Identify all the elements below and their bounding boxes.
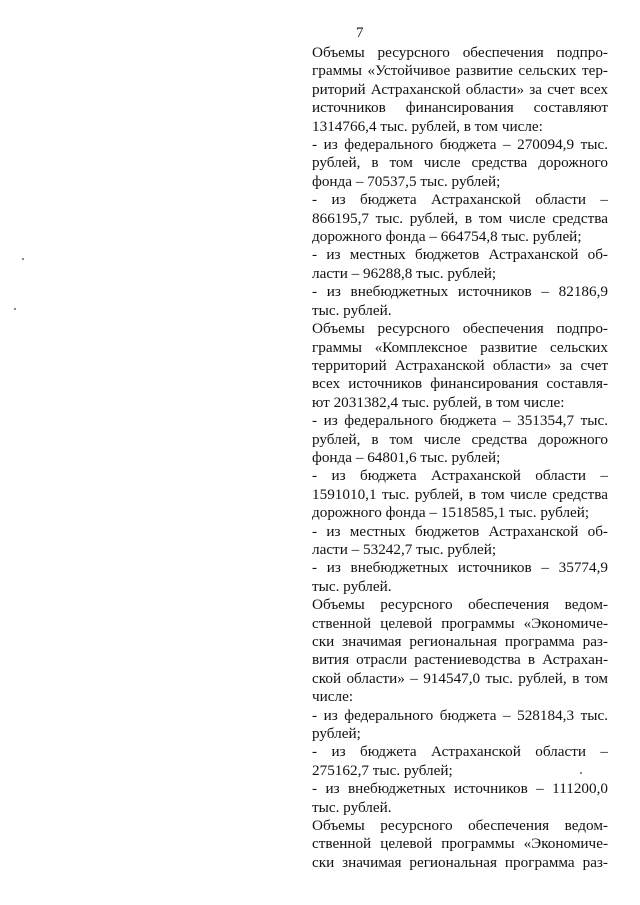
text-line: - из федерального бюджета – 528184,3 тыс. (312, 706, 608, 724)
text-line: 866195,7 тыс. рублей, в том числе средства (312, 209, 608, 227)
text-line: территорий Астраханской области» за счет (312, 356, 608, 374)
text-line: Объемы ресурсного обеспечения подпро- (312, 320, 608, 338)
text-line: - из внебюджетных источников – 111200,0 (312, 780, 608, 798)
text-line: источников финансирования составляют (312, 99, 608, 117)
text-line: - из местных бюджетов Астраханской об- (312, 246, 608, 264)
text-line: - из федерального бюджета – 351354,7 тыс. (312, 412, 608, 430)
text-line: ственной целевой программы «Экономиче- (312, 835, 608, 853)
text-line: - из бюджета Астраханской области – (312, 467, 608, 485)
text-line: - из бюджета Астраханской области – (312, 743, 608, 761)
text-line: - из федерального бюджета – 270094,9 тыс. (312, 136, 608, 154)
text-line: 275162,7 тыс. рублей; (312, 761, 453, 779)
text-line: граммы «Устойчивое развитие сельских тер- (312, 62, 608, 80)
text-line: ют 2031382,4 тыс. рублей, в том числе: (312, 393, 565, 411)
text-line: тыс. рублей. (312, 798, 392, 816)
text-line: дорожного фонда – 664754,8 тыс. рублей; (312, 228, 582, 246)
text-line: фонда – 70537,5 тыс. рублей; (312, 172, 501, 190)
scan-speck (22, 258, 24, 260)
text-line: - из бюджета Астраханской области – (312, 191, 608, 209)
text-line: - из местных бюджетов Астраханской об- (312, 522, 608, 540)
text-line: 1314766,4 тыс. рублей, в том числе: (312, 117, 543, 135)
text-line: - из внебюджетных источников – 82186,9 (312, 283, 608, 301)
text-line: Объемы ресурсного обеспечения подпро- (312, 44, 608, 61)
text-line: фонда – 64801,6 тыс. рублей; (312, 448, 501, 466)
text-line: дорожного фонда – 1518585,1 тыс. рублей; (312, 504, 590, 522)
scan-speck (580, 772, 582, 774)
text-line: граммы «Комплексное развитие сельских (312, 338, 608, 356)
scan-speck (14, 308, 16, 310)
text-line: вития отрасли растениеводства в Астрахан- (312, 651, 608, 669)
text-line: рублей, в том числе средства дорожного (312, 154, 608, 172)
text-line: 1591010,1 тыс. рублей, в том числе средства (312, 485, 608, 503)
text-line: рублей, в том числе средства дорожного (312, 430, 608, 448)
text-line: Объемы ресурсного обеспечения ведом- (312, 596, 608, 614)
text-column (312, 44, 608, 872)
text-line: рублей; (312, 725, 361, 743)
text-line: - из внебюджетных источников – 35774,9 (312, 559, 608, 577)
text-line: тыс. рублей. (312, 301, 392, 319)
text-line: всех источников финансирования составля- (312, 375, 608, 393)
text-line: ски значимая региональная программа раз- (312, 633, 608, 650)
text-line: ласти – 96288,8 тыс. рублей; (312, 264, 497, 282)
text-line: тыс. рублей. (312, 577, 392, 595)
text-line: риторий Астраханской области» за счет всех (312, 80, 608, 98)
text-line: числе: (312, 688, 354, 706)
text-line: ственной целевой программы «Экономиче- (312, 614, 608, 632)
text-line: ски значимая региональная программа раз- (312, 853, 608, 871)
text-line: ской области» – 914547,0 тыс. рублей, в том (312, 669, 608, 687)
page-number: 7 (356, 25, 364, 41)
text-line: ласти – 53242,7 тыс. рублей; (312, 540, 497, 558)
text-line: Объемы ресурсного обеспечения ведом- (312, 817, 608, 835)
